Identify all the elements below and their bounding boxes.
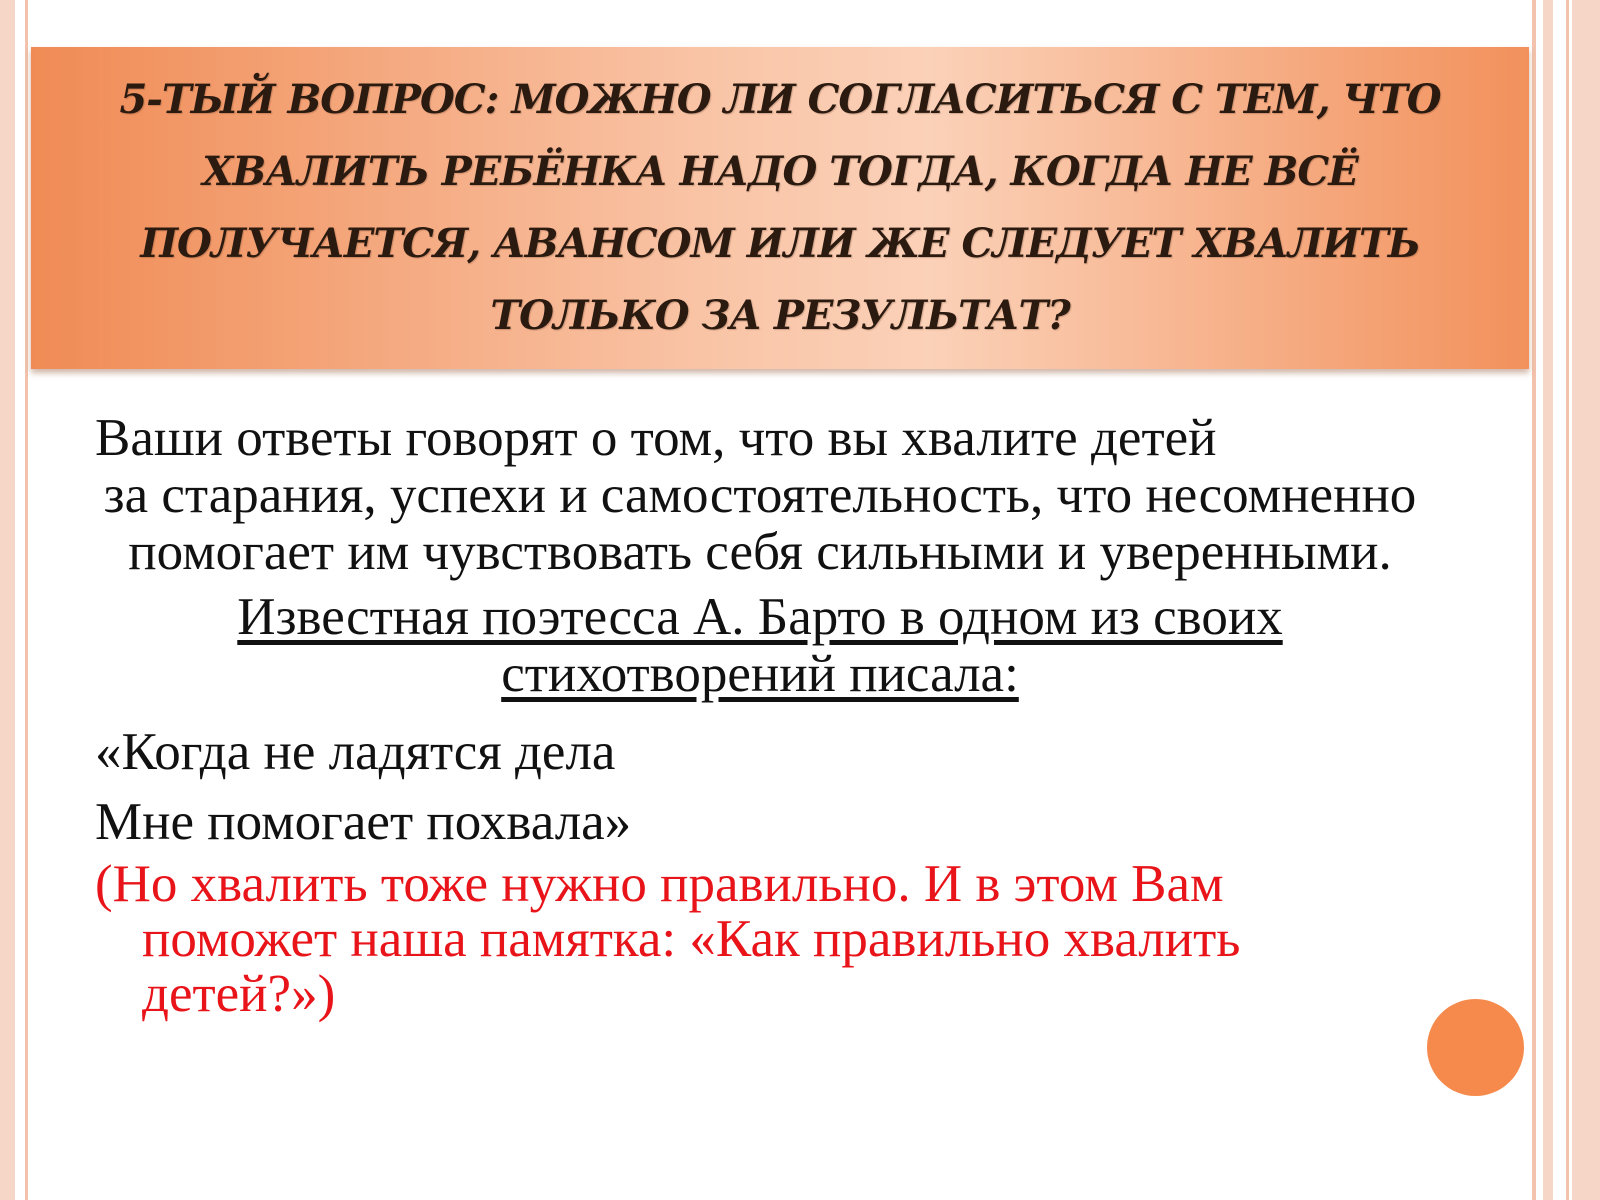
quote-line-1: «Когда не ладятся дела — [95, 723, 616, 781]
slide-body — [95, 410, 1425, 1022]
frame-right-inner-stripe — [1543, 0, 1553, 1200]
frame-left-line — [25, 0, 28, 1200]
frame-right-outer-stripe — [1572, 0, 1600, 1200]
slide-title: 5-ТЫЙ ВОПРОС: МОЖНО ЛИ СОГЛАСИТЬСЯ С ТЕМ, ЧТО ХВАЛИТЬ РЕБЁНКА НАДО ТОГДА, КОГДА НЕ ВСЁ ПОЛУЧАЕТСЯ, АВАНСОМ ИЛИ ЖЕ СЛЕДУЕТ ХВАЛИТЬ ТОЛЬКО ЗА РЕЗУЛЬТАТ? — [119, 76, 1441, 339]
title-banner — [31, 47, 1529, 369]
answers-paragraph — [95, 410, 1425, 581]
note-paragraph: (Но хвалить тоже нужно правильно. И в этом Вам поможет наша памятка: «Как правильно хвалить детей?») — [95, 855, 1241, 1023]
decorative-circle — [1427, 999, 1524, 1096]
quote-line-2: Мне помогает похвала» — [95, 793, 632, 851]
answers-first-line: Ваши ответы говорят о том, что вы хвалите детей — [95, 409, 1217, 467]
answers-rest: за старания, успехи и самостоятельность, что несомненно помогает им чувствовать себя сильными и уверенными. — [103, 466, 1417, 581]
frame-right-line — [1566, 0, 1569, 1200]
frame-left-border — [0, 0, 15, 1200]
barto-intro: Известная поэтесса А. Барто в одном из своих стихотворений писала: — [237, 588, 1283, 703]
